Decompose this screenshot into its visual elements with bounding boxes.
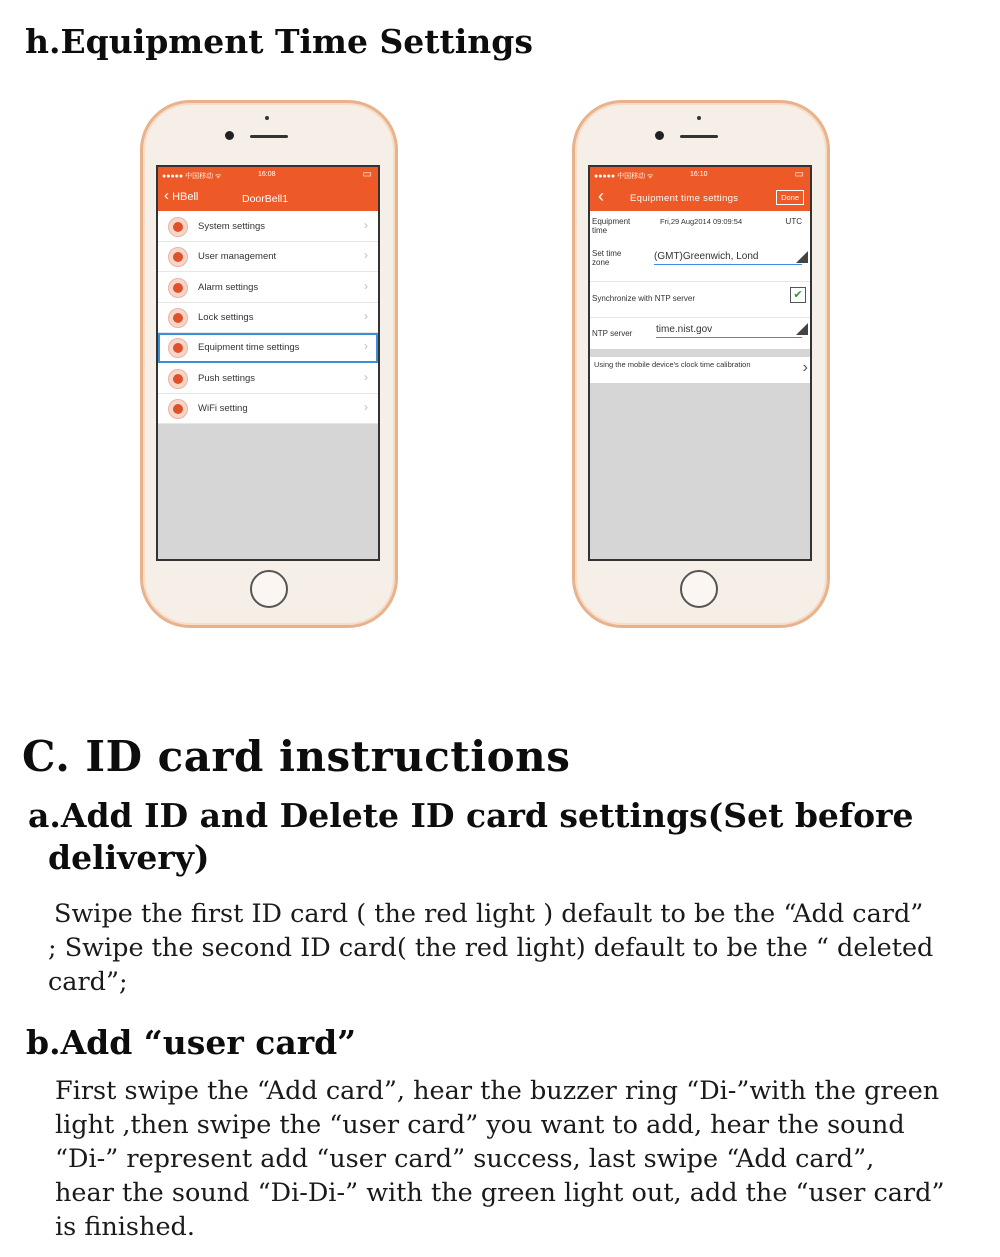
menu-item[interactable] [158,212,378,242]
menu-item[interactable] [158,333,378,363]
chevron-right-icon: › [802,359,808,376]
sensor-dot [697,116,701,120]
speaker-grille [680,135,718,138]
paragraph-add-delete [48,897,933,999]
equipment-time-value: Fri,29 Aug2014 09:09:54 [660,217,743,226]
equipment-time-label: Equipment time [592,217,631,235]
chevron-right-icon: › [364,369,368,384]
subheading-add-delete-line2: delivery) [48,838,210,877]
clock-icon [168,338,188,358]
screen-background [158,424,378,559]
app-title: DoorBell1 [242,193,289,205]
subheading-add-user-card: b.Add “user card” [26,1023,357,1062]
dropdown-triangle-icon [796,323,808,335]
chevron-right-icon: › [364,278,368,293]
push-icon [168,369,188,389]
equipment-time-row [590,217,810,247]
menu-item[interactable] [158,364,378,394]
section-heading-id-card: C. ID card instructions [22,732,571,781]
sync-ntp-label: Synchronize with NTP server [592,294,695,303]
calibration-row[interactable] [590,357,810,383]
chevron-right-icon: › [364,308,368,323]
section-heading-equipment-time: h.Equipment Time Settings [25,22,533,61]
wifi-icon [168,399,188,419]
menu-item[interactable] [158,394,378,424]
phone-screen [588,165,812,561]
front-camera-icon [655,131,664,140]
phone-mockup-time-settings [572,100,830,628]
lock-icon [168,308,188,328]
app-header [158,185,378,211]
chevron-right-icon: › [364,218,368,232]
paragraph-line: light ,then swipe the “user card” you want to add, hear the sound [55,1110,905,1140]
time-zone-select[interactable]: (GMT)Greenwich, Lond [654,251,802,265]
back-button[interactable] [164,187,199,204]
menu-item-label: WiFi setting [198,402,248,414]
app-title: Equipment time settings [630,193,739,204]
subheading-add-delete-line1: a.Add ID and Delete ID card settings(Set before [28,796,914,835]
status-time: 16:08 [258,171,276,178]
phone-screen [156,165,380,561]
paragraph-line: ; Swipe the second ID card( the red light) default to be the “ deleted [48,933,934,963]
paragraph-line: First swipe the “Add card”, hear the buzzer ring “Di-”with the green [55,1076,940,1106]
paragraph-line: Swipe the first ID card ( the red light ) default to be the “Add card” [54,899,924,929]
home-button[interactable] [250,570,288,608]
phone-mockup-menu [140,100,398,628]
menu-item-label: Push settings [198,372,256,384]
battery-icon: ▭ [794,169,804,180]
chevron-right-icon: › [364,339,368,354]
speaker-grille [250,135,288,138]
status-bar [590,167,810,185]
menu-item[interactable] [158,242,378,272]
users-icon [168,247,188,267]
menu-item-label: Equipment time settings [198,342,300,354]
ntp-server-label: NTP server [592,329,633,338]
signal-indicator: ●●●●● 中国移动 ᯤ [594,173,654,180]
ntp-server-input[interactable]: time.nist.gov [656,324,802,338]
menu-item-label: Lock settings [198,311,254,323]
menu-item-label: Alarm settings [198,281,259,293]
app-header [590,185,810,211]
front-camera-icon [225,131,234,140]
back-icon[interactable]: ‹ [598,186,604,206]
signal-indicator: ●●●●● 中国移动 ᯤ [162,173,222,180]
alarm-icon [168,278,188,298]
menu-item-label: System settings [198,221,266,232]
paragraph-line: hear the sound “Di-Di-” with the green light out, add the “user card” [55,1178,945,1208]
paragraph-line: “Di-” represent add “user card” success, last swipe “Add card”, [55,1144,875,1174]
paragraph-line: card”; [48,967,128,997]
paragraph-add-user-card [55,1074,945,1244]
chevron-right-icon: › [364,248,368,263]
sync-ntp-checkbox[interactable]: ✔ [790,287,806,303]
menu-item[interactable] [158,303,378,333]
status-time: 16:10 [690,171,708,178]
ntp-server-row [590,317,810,350]
sync-ntp-row[interactable] [590,281,810,318]
grid-icon [168,217,188,237]
calibration-label: Using the mobile device's clock time calibration [594,360,751,369]
status-bar [158,167,378,185]
chevron-right-icon: › [364,399,368,414]
dropdown-triangle-icon [796,251,808,263]
battery-icon: ▭ [362,169,372,180]
sensor-dot [265,116,269,120]
paragraph-line: is finished. [55,1212,195,1242]
time-zone-label: Set time zone [592,249,622,267]
menu-item[interactable] [158,273,378,303]
menu-item-label: User management [198,251,277,263]
time-zone-row[interactable] [590,247,810,282]
done-button[interactable]: Done [776,190,804,205]
home-button[interactable] [680,570,718,608]
back-label: HBell [172,191,199,203]
chevron-left-icon: ‹ [164,187,169,204]
utc-label: UTC [785,217,802,226]
